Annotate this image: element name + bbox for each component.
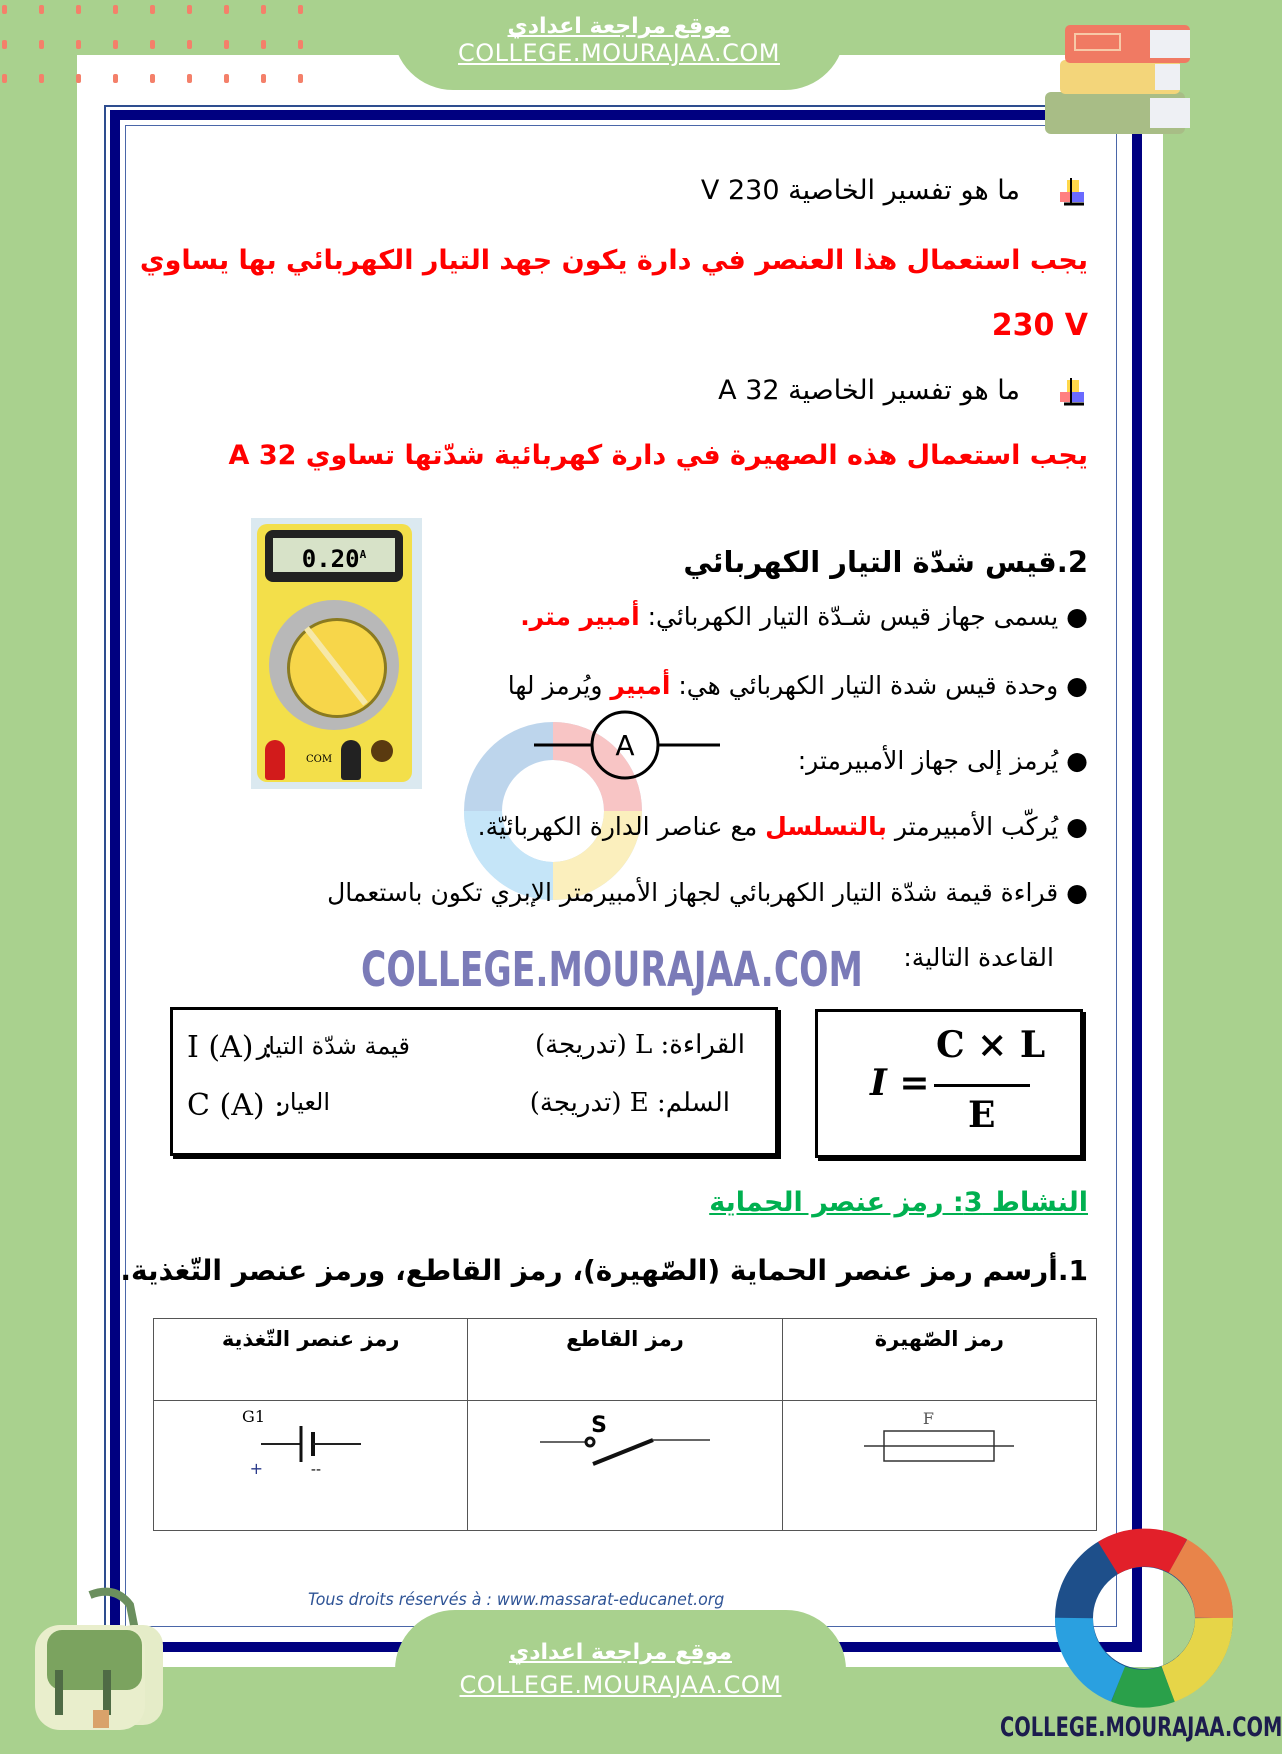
watermark-text: COLLEGE.MOURAJAA.COM xyxy=(361,942,863,998)
legend-e-label: السلم: xyxy=(656,1088,730,1118)
answer-1: يجب استعمال هذا العنصر في دارة يكون جهد التيار الكهربائي بها يساوي xyxy=(139,245,1088,276)
activity-3-title: النشاط 3: رمز عنصر الحماية xyxy=(709,1187,1088,1218)
decorative-dot xyxy=(39,74,44,83)
formula-box xyxy=(815,1009,1083,1158)
bullet-dot: ● xyxy=(1058,671,1088,700)
decorative-dot xyxy=(2,5,7,14)
decorative-dot xyxy=(261,40,266,49)
battery-plus: + xyxy=(249,1459,263,1478)
decorative-dot xyxy=(76,5,81,14)
bullet-highlight: أمبير متر. xyxy=(520,602,640,631)
legend-l-symbol: L (تدريجة) xyxy=(535,1030,653,1060)
bullet-highlight: بالتسلسل xyxy=(765,812,887,841)
decorative-dot xyxy=(113,74,118,83)
symbols-table xyxy=(153,1318,1097,1531)
table-header: رمز القاطع xyxy=(468,1319,782,1401)
school-ring-logo xyxy=(1048,1530,1240,1710)
legend-i-label: قيمة شدّة التيار xyxy=(256,1032,410,1060)
footer-banner xyxy=(395,1610,846,1754)
bullet-highlight: أمبير xyxy=(610,671,671,700)
legend-l-label: القراءة: xyxy=(660,1030,745,1060)
decorative-dot xyxy=(187,40,192,49)
decorative-dot xyxy=(76,74,81,83)
answer-1-value: 230 V xyxy=(991,308,1088,343)
copyright-text[interactable]: Tous droits réservés à : www.massarat-educanet.org xyxy=(308,1590,725,1610)
multimeter-image xyxy=(251,518,422,789)
answer-2: يجب استعمال هذه الصهيرة في دارة كهربائية شدّتها تساوي 32 A xyxy=(228,440,1088,471)
bullet-item-5-continuation: القاعدة التالية: xyxy=(903,943,1054,972)
footer-site-arabic: موقع مراجعة اعدادي xyxy=(509,1640,732,1665)
fuse-label: F xyxy=(923,1409,935,1428)
formula-lhs: I = xyxy=(870,1062,930,1104)
table-header-row xyxy=(154,1319,1097,1401)
header-site-url[interactable]: COLLEGE.MOURAJAA.COM xyxy=(458,39,780,67)
bullet-text: يُرمز إلى جهاز الأمبيرمتر: xyxy=(797,746,1059,775)
decorative-dot xyxy=(76,40,81,49)
legend-e-entry xyxy=(530,1088,730,1118)
battery-symbol xyxy=(241,1404,381,1484)
decorative-dot xyxy=(150,5,155,14)
fraction-bar xyxy=(934,1084,1030,1087)
ammeter-symbol xyxy=(530,708,730,782)
decorative-dot xyxy=(187,74,192,83)
bullet-text: وحدة قيس شدة التيار الكهربائي هي: xyxy=(670,671,1059,700)
legend-box xyxy=(170,1007,778,1156)
decorative-dot xyxy=(261,74,266,83)
bullet-dot: ● xyxy=(1058,746,1088,775)
bullet-item-1 xyxy=(520,602,1088,631)
bullet-icon xyxy=(1058,178,1086,206)
bullet-text-rest: ويُرمز لها xyxy=(507,671,611,700)
table-header: رمز عنصر التّغذية xyxy=(154,1319,468,1401)
legend-c-label: العيار xyxy=(278,1088,330,1116)
section-2-title: 2.قيس شدّة التيار الكهربائي xyxy=(683,545,1088,579)
backpack-icon xyxy=(25,1585,170,1735)
bullet-dot: ● xyxy=(1058,878,1088,907)
corner-logo-text: COLLEGE.MOURAJAA.COM xyxy=(1000,1712,1282,1743)
bullet-text: يُركّب الأمبيرمتر xyxy=(886,812,1059,841)
switch-symbol xyxy=(535,1406,715,1476)
decorative-dot xyxy=(224,40,229,49)
bullet-item-2 xyxy=(508,671,1088,700)
decorative-dot xyxy=(298,5,303,14)
bullet-text: يسمى جهاز قيس شـدّة التيار الكهربائي: xyxy=(639,602,1059,631)
bullet-text: قراءة قيمة شدّة التيار الكهربائي لجهاز الأمبيرمتر الإبري تكون باستعمال xyxy=(327,878,1059,907)
question-1: ما هو تفسير الخاصية 230 V xyxy=(700,175,1020,206)
decorative-dot xyxy=(187,5,192,14)
fuse-cell[interactable] xyxy=(782,1401,1096,1531)
header-banner xyxy=(393,0,845,90)
switch-cell[interactable] xyxy=(468,1401,782,1531)
bullet-item-4 xyxy=(478,812,1088,841)
bullet-dot: ● xyxy=(1058,602,1088,631)
bullet-item-3 xyxy=(798,746,1088,775)
decorative-dot xyxy=(224,5,229,14)
header-site-arabic: موقع مراجعة اعدادي xyxy=(507,14,731,39)
decorative-dot xyxy=(150,74,155,83)
legend-l-entry xyxy=(535,1030,745,1060)
bullet-icon xyxy=(1058,378,1086,406)
decorative-dot xyxy=(224,74,229,83)
decorative-dot xyxy=(39,5,44,14)
bullet-item-5 xyxy=(327,878,1088,907)
decorative-dot xyxy=(39,40,44,49)
battery-label: G1 xyxy=(241,1407,265,1426)
legend-e-symbol: E (تدريجة) xyxy=(529,1088,649,1118)
decorative-dot xyxy=(113,40,118,49)
table-row xyxy=(154,1401,1097,1531)
footer-site-url[interactable]: COLLEGE.MOURAJAA.COM xyxy=(459,1671,782,1699)
decorative-dot xyxy=(150,40,155,49)
battery-minus: -- xyxy=(310,1462,321,1478)
multimeter-display: 0.20 xyxy=(301,545,360,573)
books-icon xyxy=(1040,20,1205,145)
formula-numerator: C × L xyxy=(936,1024,1046,1066)
decorative-dot xyxy=(2,40,7,49)
decorative-dot xyxy=(261,5,266,14)
decorative-dot xyxy=(113,5,118,14)
decorative-dot xyxy=(298,74,303,83)
activity-3-instruction: 1.أرسم رمز عنصر الحماية (الصّهيرة)، رمز القاطع، ورمز عنصر التّغذية. xyxy=(120,1254,1088,1287)
decorative-dot xyxy=(2,74,7,83)
ammeter-symbol-letter: A xyxy=(615,729,635,762)
multimeter-com-label: COM xyxy=(306,754,333,765)
formula-denominator: E xyxy=(968,1094,996,1136)
fuse-symbol xyxy=(859,1406,1019,1476)
question-2: ما هو تفسير الخاصية 32 A xyxy=(718,375,1020,406)
legend-c-symbol: C (A) : xyxy=(187,1088,285,1123)
switch-label: S xyxy=(591,1413,607,1438)
legend-i-symbol: I (A) : xyxy=(187,1030,274,1065)
bullet-text-rest: مع عناصر الدارة الكهربائيّة. xyxy=(477,812,766,841)
decorative-dot xyxy=(298,40,303,49)
table-header: رمز الصّهيرة xyxy=(782,1319,1096,1401)
multimeter-unit: A xyxy=(359,548,367,561)
bullet-dot: ● xyxy=(1058,812,1088,841)
battery-cell[interactable] xyxy=(154,1401,468,1531)
